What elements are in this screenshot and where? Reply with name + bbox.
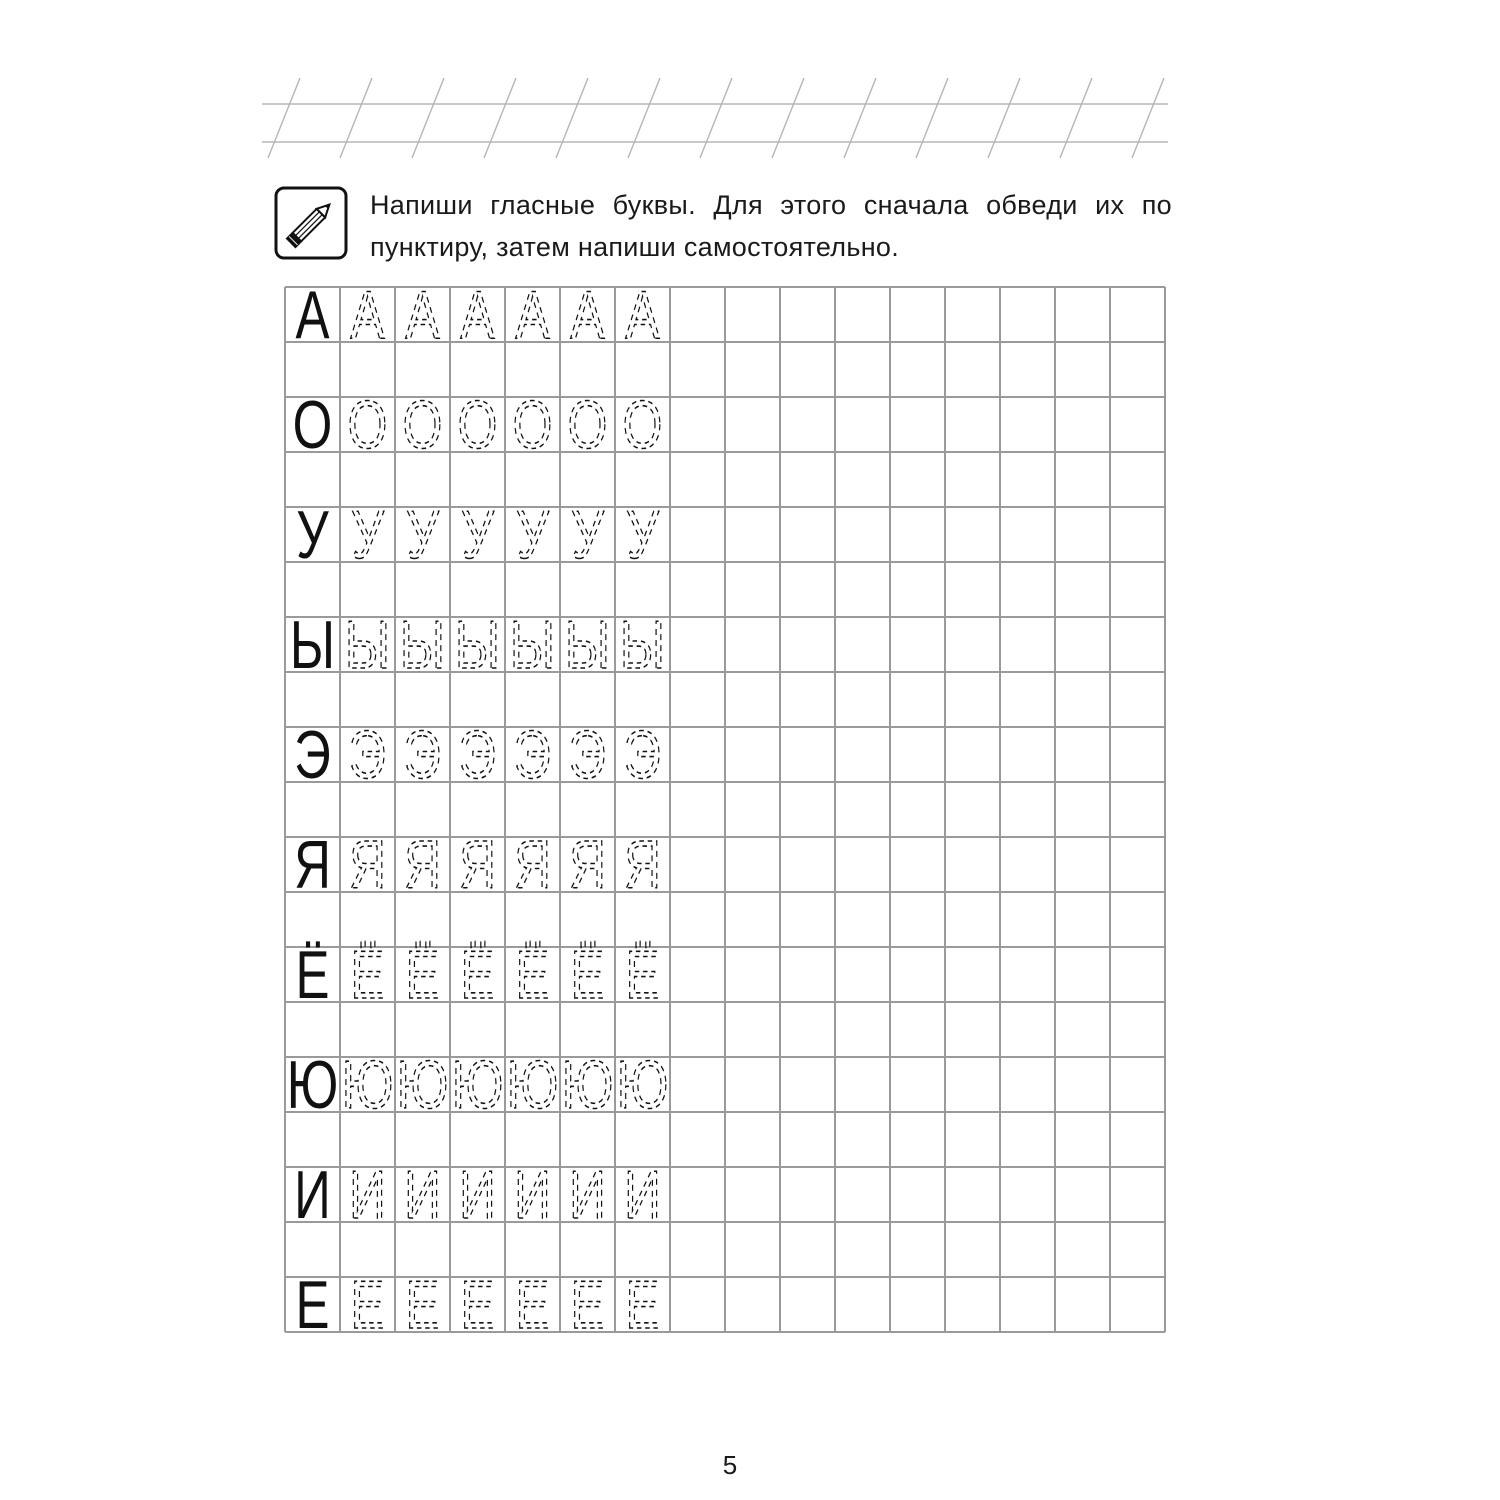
letter-row xyxy=(287,1047,669,1123)
letter-row xyxy=(290,607,665,683)
traced-letter[interactable]: У xyxy=(461,496,494,573)
traced-letter[interactable]: Ы xyxy=(619,606,666,683)
traced-letter[interactable]: Ю xyxy=(396,1046,449,1123)
traced-letter[interactable]: Ы xyxy=(399,606,446,683)
traced-letter[interactable]: Я xyxy=(569,826,606,903)
traced-letter[interactable]: Е xyxy=(405,1266,440,1336)
traced-letter[interactable]: Ё xyxy=(515,936,550,1013)
letter-row xyxy=(294,827,661,903)
sample-letter: И xyxy=(294,1156,331,1233)
traced-letter[interactable]: И xyxy=(349,1156,386,1233)
traced-letter[interactable]: И xyxy=(624,1156,661,1233)
traced-letter[interactable]: Ы xyxy=(454,606,501,683)
handwriting-guide-lines xyxy=(262,78,1172,160)
traced-letter[interactable]: А xyxy=(625,286,660,353)
letter-row xyxy=(294,1157,661,1233)
traced-letter[interactable]: Е xyxy=(570,1266,605,1336)
traced-letter[interactable]: Ё xyxy=(570,936,605,1013)
traced-letter[interactable]: Е xyxy=(515,1266,550,1336)
traced-letter[interactable]: Я xyxy=(624,826,661,903)
traced-letter[interactable]: Е xyxy=(460,1266,495,1336)
traced-letter[interactable]: И xyxy=(459,1156,496,1233)
traced-letter[interactable]: А xyxy=(350,286,385,353)
traced-letter[interactable]: У xyxy=(571,496,604,573)
sample-letter: А xyxy=(295,286,330,353)
letter-row xyxy=(293,387,663,463)
traced-letter[interactable]: Ю xyxy=(341,1046,394,1123)
traced-letter[interactable]: Е xyxy=(350,1266,385,1336)
traced-letter[interactable]: Ю xyxy=(561,1046,614,1123)
traced-letter[interactable]: Ё xyxy=(405,936,440,1013)
traced-letter[interactable]: А xyxy=(570,286,605,353)
traced-letter[interactable]: Ю xyxy=(506,1046,559,1123)
traced-letter[interactable]: О xyxy=(512,386,553,463)
traced-letter[interactable]: Ю xyxy=(616,1046,669,1123)
traced-letter[interactable]: Э xyxy=(624,716,661,793)
sample-letter: Ы xyxy=(289,606,336,683)
traced-letter[interactable]: Э xyxy=(459,716,496,793)
traced-letter[interactable]: Ы xyxy=(564,606,611,683)
traced-letter[interactable]: И xyxy=(514,1156,551,1233)
sample-letter: Ё xyxy=(295,936,330,1013)
traced-letter[interactable]: У xyxy=(626,496,659,573)
traced-letter[interactable]: И xyxy=(569,1156,606,1233)
traced-letter[interactable]: О xyxy=(622,386,663,463)
traced-letter[interactable]: Ё xyxy=(625,936,660,1013)
traced-letter[interactable]: У xyxy=(406,496,439,573)
traced-letter[interactable]: О xyxy=(402,386,443,463)
pencil-icon xyxy=(274,186,350,262)
traced-letter[interactable]: О xyxy=(347,386,388,463)
traced-letter[interactable]: Ы xyxy=(509,606,556,683)
traced-letter[interactable]: Ё xyxy=(350,936,385,1013)
traced-letter[interactable]: И xyxy=(404,1156,441,1233)
traced-letter[interactable]: У xyxy=(351,496,384,573)
letter-rows xyxy=(287,286,669,1336)
traced-letter[interactable]: Я xyxy=(404,826,441,903)
letter-row xyxy=(294,717,661,793)
traced-letter[interactable]: Э xyxy=(349,716,386,793)
traced-letter[interactable]: Э xyxy=(569,716,606,793)
traced-letter[interactable]: А xyxy=(460,286,495,353)
traced-letter[interactable]: Э xyxy=(404,716,441,793)
traced-letter[interactable]: А xyxy=(515,286,550,353)
traced-letter[interactable]: Э xyxy=(514,716,551,793)
traced-letter[interactable]: Ё xyxy=(460,936,495,1013)
traced-letter[interactable]: Я xyxy=(349,826,386,903)
sample-letter: О xyxy=(292,386,333,463)
sample-letter: Я xyxy=(294,826,331,903)
traced-letter[interactable]: Ю xyxy=(451,1046,504,1123)
sample-letter: У xyxy=(296,496,329,573)
traced-letter[interactable]: Я xyxy=(459,826,496,903)
traced-letter[interactable]: Ы xyxy=(344,606,391,683)
traced-letter[interactable]: Я xyxy=(514,826,551,903)
traced-letter[interactable]: У xyxy=(516,496,549,573)
sample-letter: Е xyxy=(295,1266,330,1336)
traced-letter[interactable]: А xyxy=(405,286,440,353)
page-number: 5 xyxy=(722,1450,738,1480)
task-instruction: Напиши гласные буквы. Для этого сначала обведи их по пунктиру, затем напиши самостоятельно. xyxy=(370,190,1172,262)
traced-letter[interactable]: О xyxy=(457,386,498,463)
traced-letter[interactable]: О xyxy=(567,386,608,463)
sample-letter: Ю xyxy=(286,1046,339,1123)
traced-letter[interactable]: Е xyxy=(625,1266,660,1336)
practice-grid[interactable] xyxy=(284,286,1166,1336)
sample-letter: Э xyxy=(294,716,331,793)
